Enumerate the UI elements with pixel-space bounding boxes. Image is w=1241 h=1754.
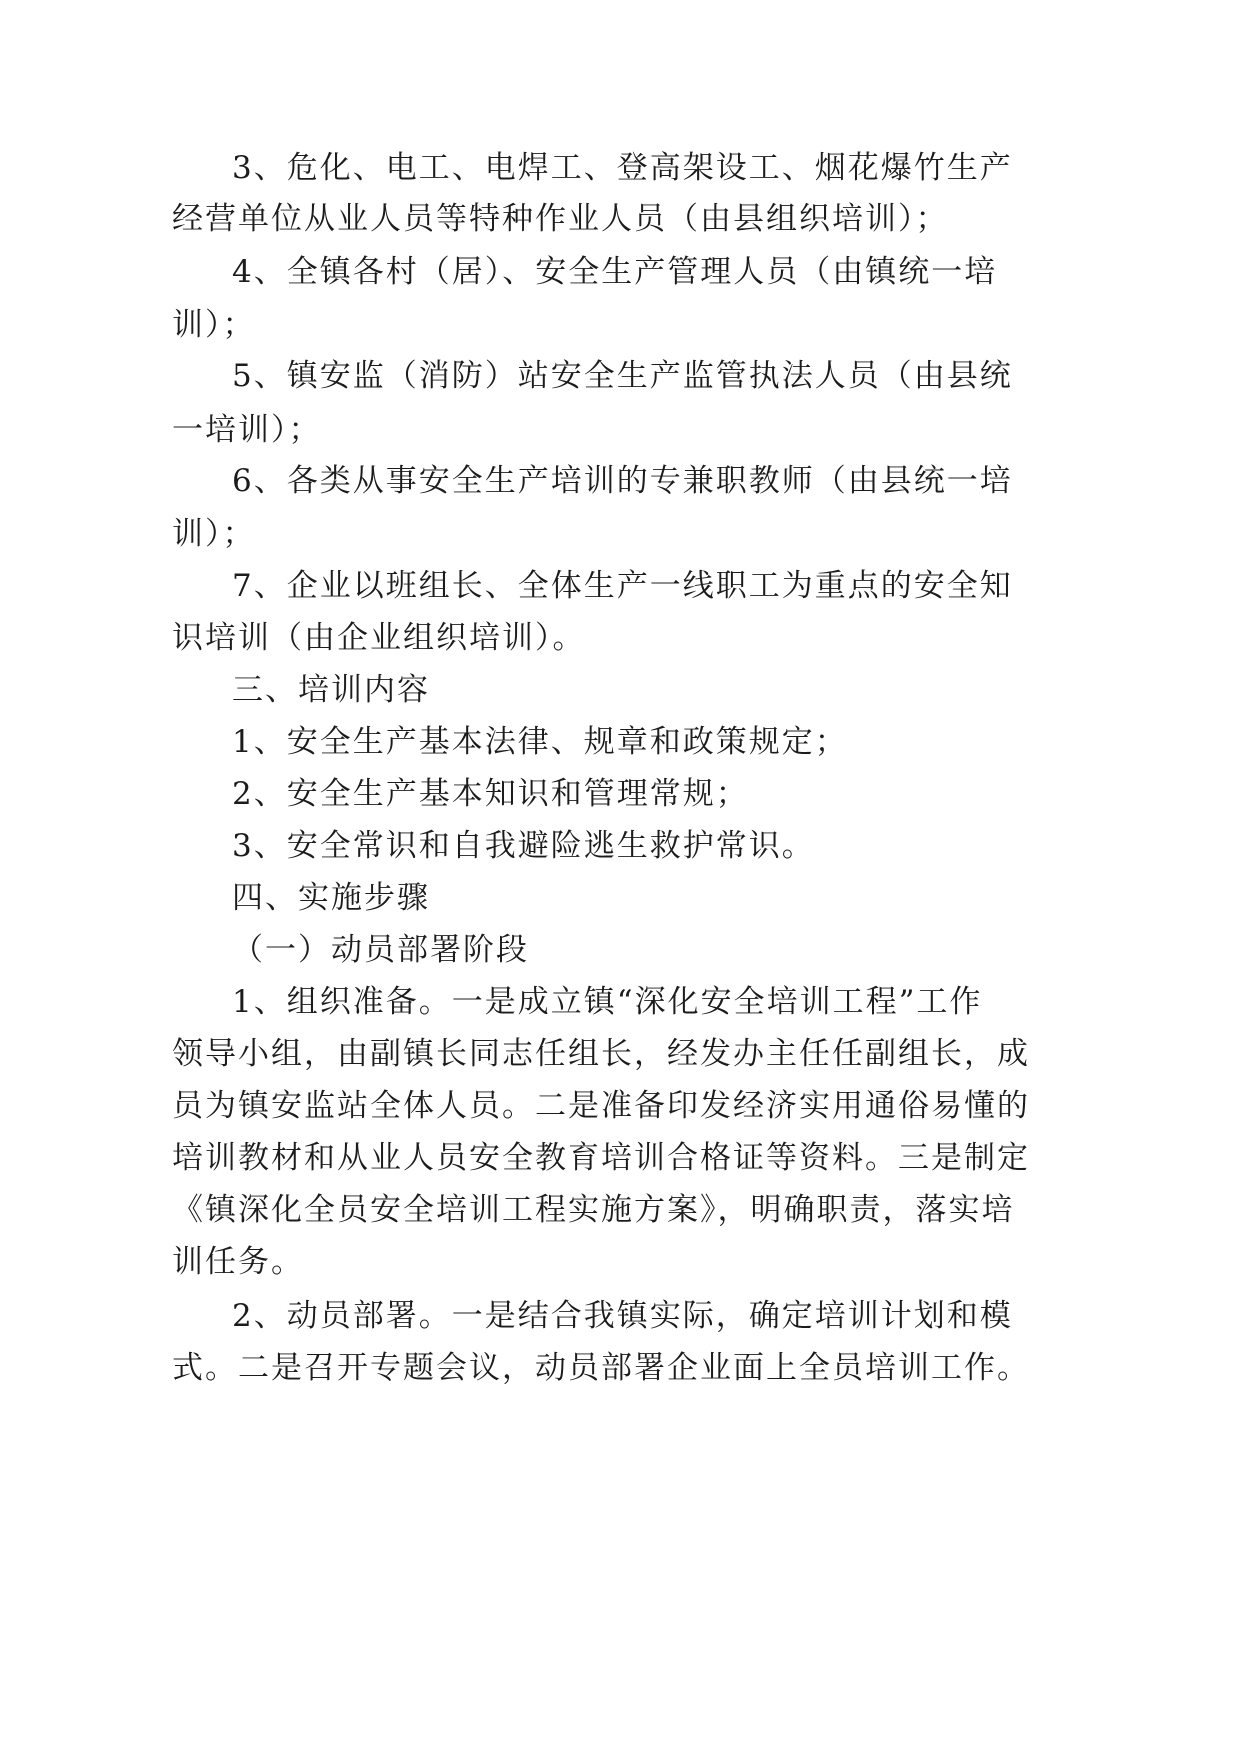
section-heading-training-content: 三、培训内容: [232, 672, 430, 708]
text-line-item7-start: 7、企业以班组长、全体生产一线职工为重点的安全知: [232, 568, 1013, 604]
text-line-content2: 2、安全生产基本知识和管理常规；: [232, 776, 749, 812]
text-line-item5-end: 一培训）；: [172, 412, 322, 448]
text-line-para2-1: 2、动员部署。一是结合我镇实际，确定培训计划和模: [232, 1298, 1013, 1334]
text-line-para1-5: 《镇深化全员安全培训工程实施方案》，明确职责，落实培: [172, 1192, 1015, 1228]
text-line-item5-start: 5、镇安监（消防）站安全生产监管执法人员（由县统: [232, 358, 1013, 394]
text-line-item7-end: 识培训（由企业组织培训）。: [172, 620, 586, 656]
text-line-item4-start: 4、全镇各村（居）、安全生产管理人员（由镇统一培: [232, 254, 998, 290]
text-line-item6-end: 训）；: [172, 516, 256, 552]
text-line-para1-4: 培训教材和从业人员安全教育培训合格证等资料。三是制定: [172, 1140, 1030, 1176]
subsection-heading-mobilization: （一）动员部署阶段: [232, 932, 529, 968]
text-line-item3-start: 3、危化、电工、电焊工、登高架设工、烟花爆竹生产: [232, 150, 1013, 186]
text-line-para1-3: 员为镇安监站全体人员。二是准备印发经济实用通俗易懂的: [172, 1088, 1030, 1124]
text-line-content3: 3、安全常识和自我避险逃生救护常识。: [232, 828, 815, 864]
text-line-item4-end: 训）；: [172, 307, 256, 343]
text-line-item6-start: 6、各类从事安全生产培训的专兼职教师（由县统一培: [232, 463, 1013, 499]
section-heading-implementation: 四、实施步骤: [232, 880, 430, 916]
text-line-para2-2: 式。二是召开专题会议，动员部署企业面上全员培训工作。: [172, 1350, 1030, 1386]
text-line-item3-end: 经营单位从业人员等特种作业人员（由县组织培训）；: [172, 201, 949, 237]
text-line-para1-2: 领导小组，由副镇长同志任组长，经发办主任任副组长，成: [172, 1036, 1030, 1072]
text-line-para1-6: 训任务。: [172, 1244, 304, 1280]
text-line-para1-1: 1、组织准备。一是成立镇“深化安全培训工程”工作: [232, 984, 983, 1020]
text-line-content1: 1、安全生产基本法律、规章和政策规定；: [232, 724, 848, 760]
